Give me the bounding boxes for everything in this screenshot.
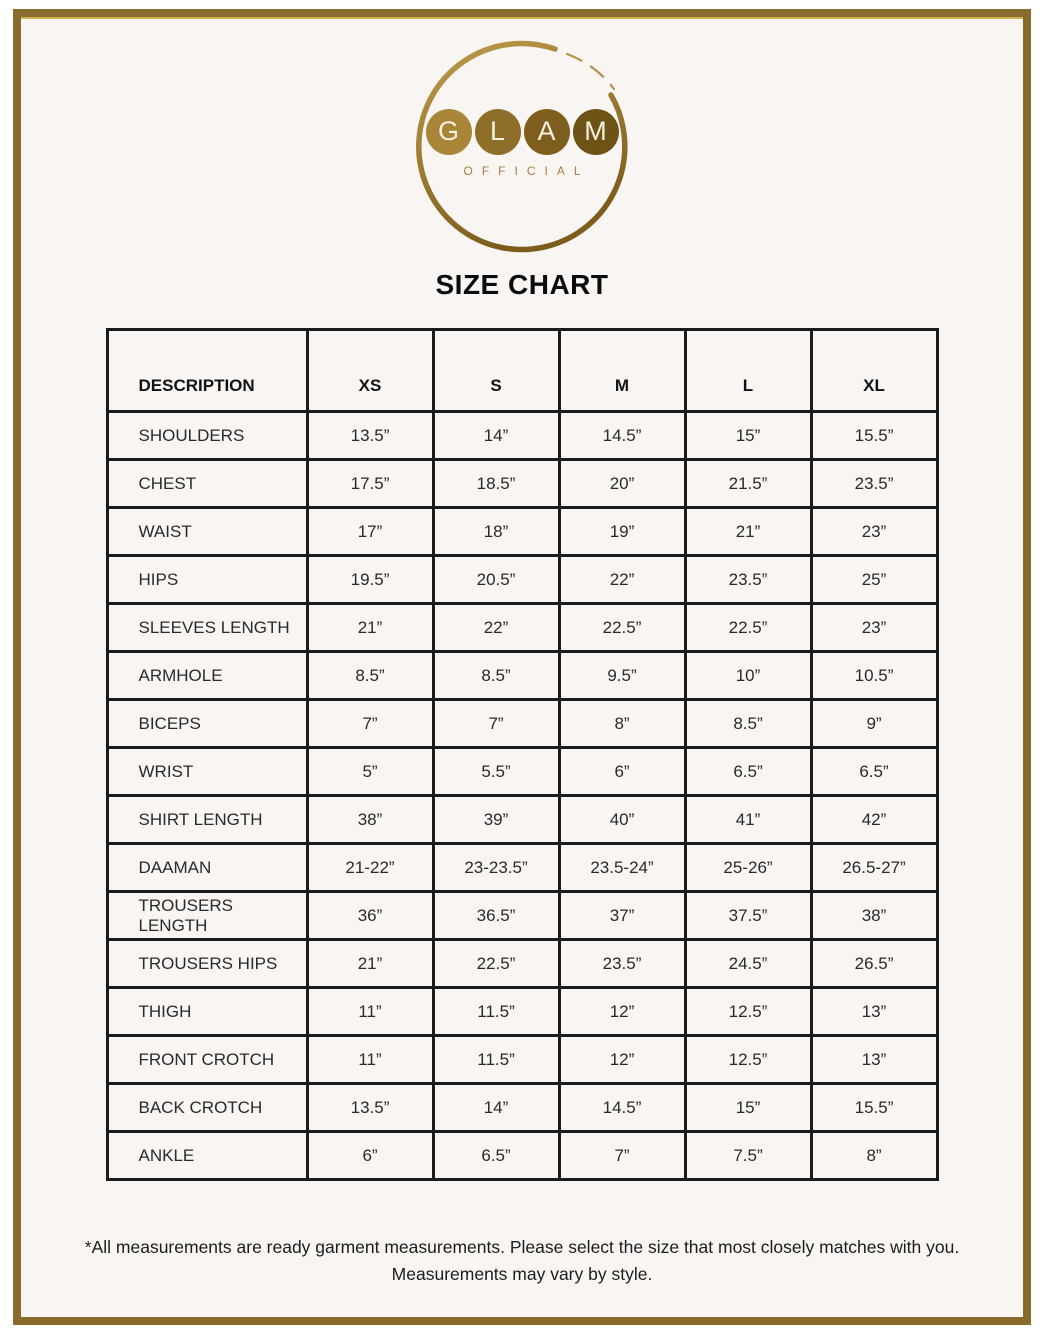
row-label: SHOULDERS [107,412,307,460]
table-row [107,652,937,700]
size-value-cell: 14” [433,1084,559,1132]
size-value-cell: 17” [307,508,433,556]
row-label: WRIST [107,748,307,796]
size-value-cell: 42” [811,796,937,844]
size-value-cell: 37.5” [685,892,811,940]
table-row [107,844,937,892]
footnote-line-2: Measurements may vary by style. [391,1264,653,1285]
logo-inner [426,109,619,178]
size-value-cell: 25” [811,556,937,604]
logo-letter-circle: A [524,109,570,155]
size-value-cell: 7” [307,700,433,748]
row-label: FRONT CROTCH [107,1036,307,1084]
logo-letter-circle: M [573,109,619,155]
row-label: CHEST [107,460,307,508]
size-table-body [107,412,937,1180]
size-value-cell: 11” [307,1036,433,1084]
size-value-cell: 21.5” [685,460,811,508]
size-value-cell: 13” [811,1036,937,1084]
row-label: TROUSERS HIPS [107,940,307,988]
size-value-cell: 23.5” [811,460,937,508]
size-value-cell: 6.5” [433,1132,559,1180]
page-frame [13,9,1031,1325]
size-value-cell: 23.5” [685,556,811,604]
size-value-cell: 22.5” [685,604,811,652]
size-value-cell: 7” [433,700,559,748]
table-row [107,700,937,748]
row-label: SLEEVES LENGTH [107,604,307,652]
size-value-cell: 40” [559,796,685,844]
size-value-cell: 12.5” [685,1036,811,1084]
size-value-cell: 11.5” [433,1036,559,1084]
size-value-cell: 9” [811,700,937,748]
size-value-cell: 25-26” [685,844,811,892]
size-value-cell: 14.5” [559,1084,685,1132]
size-value-cell: 23.5” [559,940,685,988]
table-row [107,604,937,652]
table-row [107,748,937,796]
row-label: DAAMAN [107,844,307,892]
table-row [107,796,937,844]
size-value-cell: 11” [307,988,433,1036]
size-value-cell: 8” [811,1132,937,1180]
size-value-cell: 15” [685,412,811,460]
size-value-cell: 10” [685,652,811,700]
size-value-cell: 23” [811,604,937,652]
page-title: SIZE CHART [435,269,609,300]
size-value-cell: 21” [307,940,433,988]
size-value-cell: 23-23.5” [433,844,559,892]
size-value-cell: 23.5-24” [559,844,685,892]
size-value-cell: 21” [685,508,811,556]
size-value-cell: 20” [559,460,685,508]
table-row [107,1036,937,1084]
size-value-cell: 21-22” [307,844,433,892]
size-value-cell: 19” [559,508,685,556]
size-value-cell: 22.5” [559,604,685,652]
table-row [107,1084,937,1132]
header-row [107,330,937,412]
size-value-cell: 15.5” [811,412,937,460]
size-value-cell: 20.5” [433,556,559,604]
size-value-cell: 23” [811,508,937,556]
table-row [107,988,937,1036]
column-header-s: S [433,330,559,412]
size-value-cell: 13.5” [307,412,433,460]
footnote-line-1: *All measurements are ready garment measurements. Please select the size that most closely matches with you. [84,1237,960,1257]
column-header-xs: XS [307,330,433,412]
footnote [72,1234,972,1288]
size-value-cell: 5.5” [433,748,559,796]
size-value-cell: 36.5” [433,892,559,940]
table-row [107,1132,937,1180]
size-value-cell: 6.5” [685,748,811,796]
row-label: ARMHOLE [107,652,307,700]
size-value-cell: 9.5” [559,652,685,700]
size-value-cell: 5” [307,748,433,796]
size-value-cell: 21” [307,604,433,652]
size-value-cell: 38” [811,892,937,940]
size-value-cell: 38” [307,796,433,844]
row-label: TROUSERS LENGTH [107,892,307,940]
row-label: BACK CROTCH [107,1084,307,1132]
page-content [21,17,1023,1317]
size-value-cell: 12” [559,988,685,1036]
column-header-description: DESCRIPTION [107,330,307,412]
logo-letter-circle: L [475,109,521,155]
size-value-cell: 22” [433,604,559,652]
size-value-cell: 7.5” [685,1132,811,1180]
table-row [107,892,937,940]
size-value-cell: 15” [685,1084,811,1132]
size-value-cell: 26.5-27” [811,844,937,892]
size-value-cell: 19.5” [307,556,433,604]
logo-letter-circle: G [426,109,472,155]
size-value-cell: 6” [559,748,685,796]
size-value-cell: 12.5” [685,988,811,1036]
size-value-cell: 15.5” [811,1084,937,1132]
table-row [107,508,937,556]
size-value-cell: 36” [307,892,433,940]
table-header [107,330,937,412]
size-value-cell: 17.5” [307,460,433,508]
logo-letter-row [426,109,619,155]
table-row [107,556,937,604]
size-value-cell: 8.5” [433,652,559,700]
size-value-cell: 8.5” [685,700,811,748]
brand-logo [409,33,635,259]
row-label: HIPS [107,556,307,604]
size-value-cell: 12” [559,1036,685,1084]
column-header-l: L [685,330,811,412]
table-row [107,940,937,988]
size-value-cell: 14” [433,412,559,460]
size-value-cell: 41” [685,796,811,844]
row-label: ANKLE [107,1132,307,1180]
table-row [107,412,937,460]
size-value-cell: 13.5” [307,1084,433,1132]
size-value-cell: 22” [559,556,685,604]
size-value-cell: 6” [307,1132,433,1180]
size-value-cell: 11.5” [433,988,559,1036]
size-value-cell: 10.5” [811,652,937,700]
size-chart-table [106,328,939,1181]
row-label: BICEPS [107,700,307,748]
table-row [107,460,937,508]
size-value-cell: 18” [433,508,559,556]
size-value-cell: 37” [559,892,685,940]
size-value-cell: 6.5” [811,748,937,796]
logo-subtitle: OFFICIAL [463,163,590,178]
size-value-cell: 26.5” [811,940,937,988]
size-value-cell: 14.5” [559,412,685,460]
row-label: WAIST [107,508,307,556]
row-label: THIGH [107,988,307,1036]
size-value-cell: 13” [811,988,937,1036]
size-value-cell: 7” [559,1132,685,1180]
size-value-cell: 8” [559,700,685,748]
size-value-cell: 22.5” [433,940,559,988]
size-value-cell: 39” [433,796,559,844]
size-value-cell: 8.5” [307,652,433,700]
column-header-m: M [559,330,685,412]
column-header-xl: XL [811,330,937,412]
size-value-cell: 24.5” [685,940,811,988]
size-value-cell: 18.5” [433,460,559,508]
row-label: SHIRT LENGTH [107,796,307,844]
